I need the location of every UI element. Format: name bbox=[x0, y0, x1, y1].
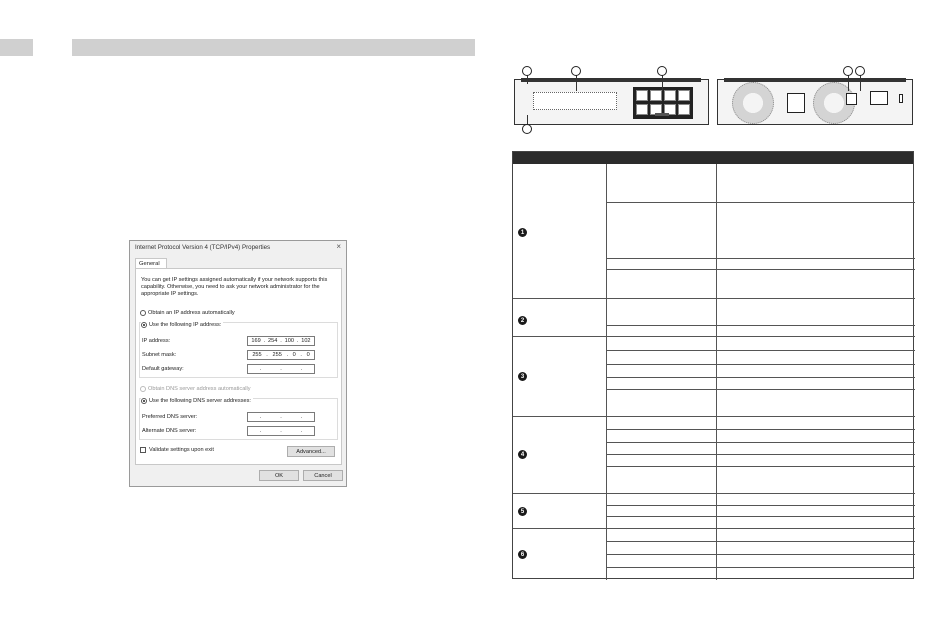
ip-address-group bbox=[139, 322, 338, 378]
dns-group bbox=[139, 398, 338, 440]
close-icon[interactable]: × bbox=[336, 242, 341, 251]
default-gateway-label: Default gateway: bbox=[142, 366, 184, 372]
default-gateway-input[interactable]: . . . bbox=[247, 364, 315, 374]
dialog-title: Internet Protocol Version 4 (TCP/IPv4) Properties bbox=[135, 244, 271, 251]
radio-icon[interactable] bbox=[140, 386, 146, 392]
obtain-ip-auto-label: Obtain an IP address automatically bbox=[148, 310, 235, 316]
obtain-dns-auto-label: Obtain DNS server address automatically bbox=[148, 386, 251, 392]
alternate-dns-input[interactable]: . . . bbox=[247, 426, 315, 436]
ground-icon bbox=[899, 94, 903, 103]
subnet-mask-input[interactable]: 255 . 255 . 0 . 0 bbox=[247, 350, 315, 360]
ip-address-label: IP address: bbox=[142, 338, 171, 344]
section-title-bar bbox=[72, 39, 475, 56]
component-table bbox=[512, 151, 914, 579]
item-number-badge: 6 bbox=[518, 550, 527, 559]
callout-marker bbox=[571, 66, 581, 76]
use-following-dns-option[interactable] bbox=[141, 398, 253, 404]
tab-general[interactable]: General bbox=[135, 258, 167, 269]
validate-settings-label: Validate settings upon exit bbox=[149, 447, 214, 453]
callout-marker bbox=[522, 124, 532, 134]
power-socket-icon bbox=[787, 93, 805, 113]
front-label-plate bbox=[655, 113, 669, 116]
radio-checked-icon[interactable] bbox=[141, 398, 147, 404]
management-port-icon bbox=[870, 91, 888, 105]
callout-marker bbox=[522, 66, 532, 76]
preferred-dns-input[interactable]: . . . bbox=[247, 412, 315, 422]
item-number-badge: 4 bbox=[518, 450, 527, 459]
table-header bbox=[513, 152, 913, 164]
radio-icon[interactable] bbox=[140, 310, 146, 316]
advanced-button[interactable]: Advanced... bbox=[287, 446, 335, 457]
general-panel bbox=[135, 268, 342, 465]
callout-marker bbox=[843, 66, 853, 76]
obtain-ip-auto-option[interactable] bbox=[140, 310, 235, 316]
item-number-badge: 3 bbox=[518, 372, 527, 381]
dialog-description: You can get IP settings assigned automatically if your network supports this capability. Otherwise, you need to ask your network administrator for the appropriate IP settings. bbox=[141, 277, 328, 297]
alternate-dns-label: Alternate DNS server: bbox=[142, 428, 197, 434]
fan-icon bbox=[732, 82, 774, 124]
front-top-edge bbox=[521, 78, 701, 82]
item-number-badge: 1 bbox=[518, 228, 527, 237]
console-port-icon bbox=[846, 93, 857, 105]
use-following-ip-option[interactable] bbox=[141, 322, 223, 328]
ok-button[interactable]: OK bbox=[259, 470, 299, 481]
device-rear-panel bbox=[717, 79, 913, 125]
checkbox-icon[interactable] bbox=[140, 447, 146, 453]
cancel-button[interactable]: Cancel bbox=[303, 470, 343, 481]
ip-address-input[interactable]: 169 . 254 . 100 . 102 bbox=[247, 336, 315, 346]
ipv4-properties-dialog bbox=[129, 240, 347, 487]
obtain-dns-auto-option[interactable] bbox=[140, 386, 251, 392]
page-tab-marker bbox=[0, 39, 33, 56]
callout-marker bbox=[855, 66, 865, 76]
preferred-dns-label: Preferred DNS server: bbox=[142, 414, 198, 420]
validate-settings-option[interactable] bbox=[140, 447, 214, 453]
device-front-panel bbox=[514, 79, 709, 125]
radio-checked-icon[interactable] bbox=[141, 322, 147, 328]
use-following-dns-label: Use the following DNS server addresses: bbox=[149, 398, 251, 404]
item-number-badge: 2 bbox=[518, 316, 527, 325]
subnet-mask-label: Subnet mask: bbox=[142, 352, 177, 358]
use-following-ip-label: Use the following IP address: bbox=[149, 322, 222, 328]
item-number-badge: 5 bbox=[518, 507, 527, 516]
callout-marker bbox=[657, 66, 667, 76]
rj45-port-group bbox=[533, 92, 617, 110]
